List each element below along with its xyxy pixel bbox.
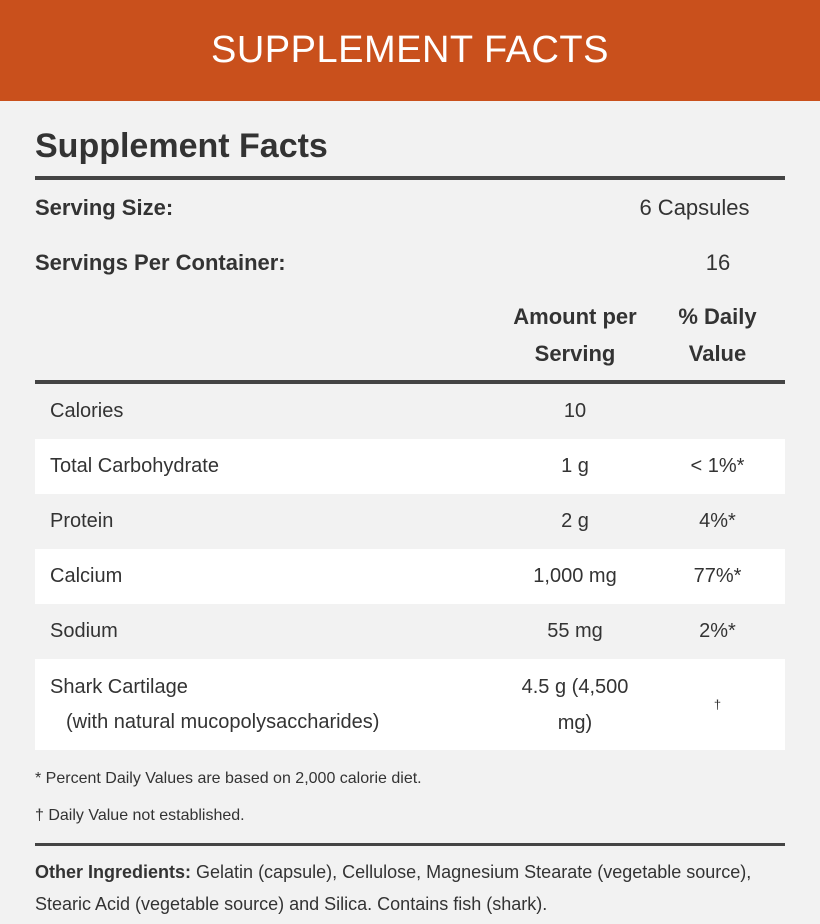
nutrient-subtext: (with natural mucopolysaccharides) (66, 710, 380, 733)
column-header-dv-line1: % Daily (678, 304, 757, 329)
nutrient-amount: 55 mg (547, 620, 603, 642)
nutrient-amount: 1,000 mg (533, 565, 617, 587)
nutrient-name: Calcium (50, 565, 123, 587)
footnote-percent-daily: * Percent Daily Values are based on 2,000 calorie diet. (35, 770, 422, 787)
nutrient-amount-line2: mg) (557, 711, 593, 734)
nutrient-row-shark-cartilage (35, 659, 785, 750)
other-ingredients (35, 856, 785, 920)
banner-title: SUPPLEMENT FACTS (211, 29, 609, 71)
other-ingredients-label: Other Ingredients: (35, 862, 192, 882)
supplement-facts-panel (35, 101, 785, 920)
serving-size-value (485, 195, 805, 221)
nutrient-name: Sodium (50, 620, 118, 642)
serving-size-text: 6 Capsules (639, 194, 750, 220)
servings-per-container-row (35, 235, 785, 290)
nutrient-name: Protein (50, 510, 114, 532)
facts-title: Supplement Facts (35, 127, 328, 165)
nutrient-name: Calories (50, 400, 124, 422)
column-header-amount (500, 298, 650, 372)
header-banner (0, 0, 820, 101)
nutrient-name: Total Carbohydrate (50, 455, 219, 477)
servings-per-container-label: Servings Per Container: (35, 249, 286, 275)
nutrient-row-protein (35, 494, 785, 549)
nutrient-amount-line1: 4.5 g (4,500 (521, 675, 629, 698)
footnote-dagger: † Daily Value not established. (35, 807, 245, 824)
divider (35, 843, 785, 846)
nutrient-name: Shark Cartilage (50, 675, 188, 698)
servings-per-container-value (485, 250, 805, 276)
servings-per-container-text: 16 (705, 249, 731, 275)
nutrient-row-sodium (35, 604, 785, 659)
nutrient-amount (500, 669, 650, 741)
nutrient-amount: 2 g (561, 510, 589, 532)
nutrient-daily-value: † (713, 697, 722, 712)
nutrient-amount: 1 g (561, 455, 589, 477)
column-header-daily-value (650, 298, 785, 372)
nutrient-row-calcium (35, 549, 785, 604)
nutrient-name-block (35, 676, 500, 734)
nutrient-daily-value: 77%* (693, 565, 742, 587)
column-headers (35, 290, 785, 380)
nutrient-daily-value: < 1%* (690, 455, 745, 477)
column-header-amount-line1: Amount per (513, 304, 637, 329)
serving-size-row (35, 180, 785, 235)
nutrient-row-total-carbohydrate (35, 439, 785, 494)
nutrient-amount: 10 (563, 400, 587, 422)
column-header-dv-line2: Value (688, 341, 747, 366)
column-header-amount-line2: Serving (534, 341, 616, 366)
nutrient-daily-value: 4%* (699, 510, 736, 532)
nutrient-daily-value: 2%* (699, 620, 736, 642)
serving-size-label: Serving Size: (35, 194, 174, 220)
nutrient-row-calories (35, 384, 785, 439)
other-ingredients-text: Gelatin (capsule), Cellulose, Magnesium Stearate (vegetable source), Stearic Acid (vegetable source) and Silica. Contains fish (shark). (35, 862, 752, 914)
